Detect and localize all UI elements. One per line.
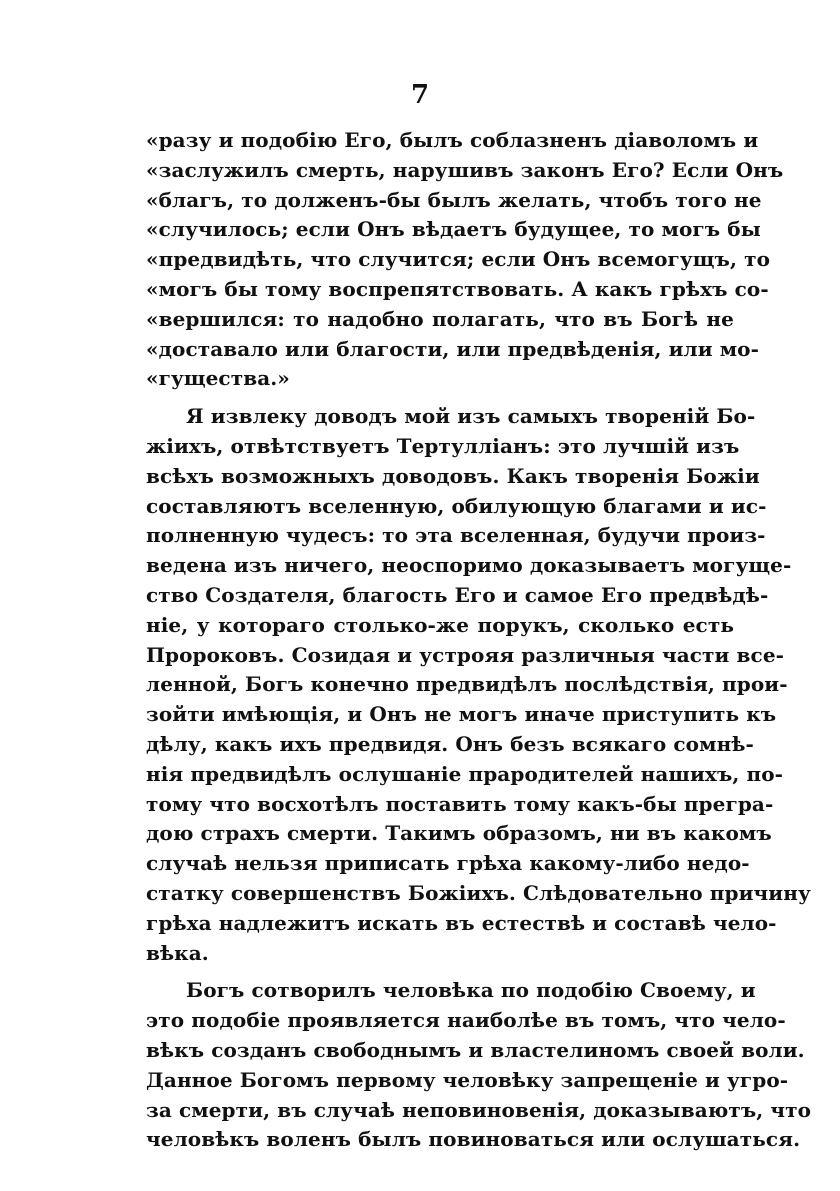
text-line: дѣлу, какъ ихъ предвидя. Онъ безъ всякаго сомнѣ- bbox=[146, 731, 754, 756]
page-number: 7 bbox=[410, 80, 430, 110]
text-line: нія предвидѣлъ ослушаніе прародителей нашихъ, по- bbox=[146, 761, 784, 786]
paragraph-3 bbox=[146, 976, 812, 1155]
text-line: «случилось; если Онъ вѣдаетъ будущее, то могъ бы bbox=[146, 217, 761, 242]
text-line: ніе, у котораго столько-же порукъ, сколько есть bbox=[146, 612, 734, 637]
text-line: ведена изъ ничего, неоспоримо доказываетъ могуще- bbox=[146, 553, 792, 578]
text-line: ленной, Богъ конечно предвидѣлъ послѣдствія, прои- bbox=[146, 672, 788, 697]
text-line: «могъ бы тому воспрепятствовать. А какъ грѣхъ со- bbox=[146, 276, 769, 301]
body-text bbox=[146, 126, 812, 1155]
text-line: Я извлеку доводъ мой изъ самыхъ твореній Бо- bbox=[186, 404, 756, 429]
text-line: составляютъ вселенную, обилующую благами и ис- bbox=[146, 493, 767, 518]
paragraph-gap bbox=[146, 394, 734, 402]
text-line: человѣкъ воленъ былъ повиноваться или ослушаться. bbox=[146, 1127, 801, 1152]
text-line: «доставало или благости, или предвѣденія, или мо- bbox=[146, 336, 760, 361]
text-line: статку совершенствъ Божіихъ. Слѣдовательно причину bbox=[146, 880, 811, 905]
text-line: «разу и подобію Его, былъ соблазненъ діаволомъ и bbox=[146, 128, 759, 152]
text-line: «заслужилъ смерть, нарушивъ законъ Его? Если Онъ bbox=[146, 157, 784, 182]
text-line: «гущества.» bbox=[146, 366, 290, 391]
text-line: грѣха надлежитъ искать въ естествѣ и составѣ чело- bbox=[146, 910, 777, 935]
text-line: дою страхъ смерти. Такимъ образомъ, ни въ какомъ bbox=[146, 821, 772, 846]
text-line: полненную чудесъ: то эта вселенная, будучи произ- bbox=[146, 523, 766, 548]
text-line: «вершился: то надобно полагать, что въ Богѣ не bbox=[146, 306, 734, 331]
text-line: «предвидѣть, что случится; если Онъ всемогущъ, то bbox=[146, 247, 771, 272]
text-line: жіихъ, отвѣтствуетъ Тертулліанъ: это лучшій изъ bbox=[146, 433, 740, 458]
text-line: за смерти, въ случаѣ неповиновенія, доказываютъ, что bbox=[146, 1097, 812, 1122]
text-line: вѣкъ созданъ свободнымъ и властелиномъ своей воли. bbox=[146, 1037, 805, 1062]
text-line: зойти имѣющія, и Онъ не могъ иначе приступить къ bbox=[146, 702, 777, 727]
text-line: ство Создателя, благость Его и самое Его предвѣдѣ- bbox=[146, 582, 769, 607]
text-line: Данное Богомъ первому человѣку запрещеніе и угро- bbox=[146, 1067, 789, 1092]
paragraph-gap bbox=[146, 968, 734, 976]
paragraph-1 bbox=[146, 126, 784, 394]
text-line: случаѣ нельзя приписать грѣха какому-либо недо- bbox=[146, 851, 750, 876]
text-line: вѣка. bbox=[146, 940, 209, 965]
text-line: это подобіе проявляется наиболѣе въ томъ, что чело- bbox=[146, 1008, 786, 1033]
text-line: Пророковъ. Созидая и устрояя различныя части все- bbox=[146, 642, 785, 667]
text-line: тому что восхотѣлъ поставить тому какъ-бы прегра- bbox=[146, 791, 774, 816]
paragraph-2 bbox=[146, 402, 811, 968]
text-line: Богъ сотворилъ человѣка по подобію Своему, и bbox=[186, 978, 756, 1003]
text-line: всѣхъ возможныхъ доводовъ. Какъ творенія Божіи bbox=[146, 463, 760, 488]
text-line: «благъ, то долженъ-бы былъ желать, чтобъ того не bbox=[146, 187, 762, 212]
